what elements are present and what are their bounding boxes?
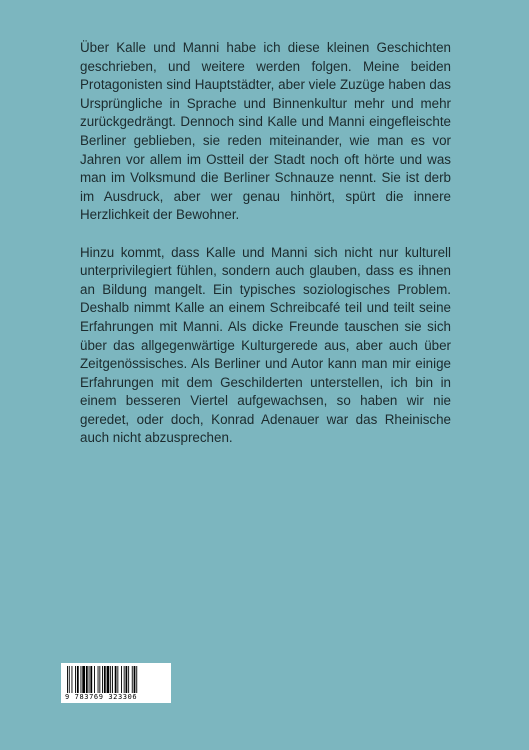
- barcode-bars: [67, 666, 165, 693]
- back-cover-blurb: [80, 39, 451, 467]
- isbn-barcode: [61, 663, 171, 703]
- blurb-paragraph-1: Über Kalle und Manni habe ich diese kleinen Geschichten geschrieben, und weitere werden folgen. Meine beiden Protagonisten sind Hauptstädter, aber viele Zuzüge haben das Ursprüngliche in Sprache und Binnenkultur mehr und mehr zurückgedrängt. Dennoch sind Kalle und Manni eingefleischte Berliner geblieben, sie reden miteinander, wie man es vor Jahren vor allem im Ostteil der Stadt noch oft hörte und was man im Volksmund die Berliner Schnauze nennt. Sie ist derb im Ausdruck, aber wer genau hinhört, spürt die innere Herzlichkeit der Bewohner.: [80, 40, 451, 223]
- blurb-paragraph-2: Hinzu kommt, dass Kalle und Manni sich nicht nur kulturell unterprivilegiert fühlen, sondern auch glauben, dass es ihnen an Bildung mangelt. Ein typisches soziologisches Problem. Deshalb nimmt Kalle an einem Schreibcafé teil und teilt seine Erfahrungen mit Manni. Als dicke Freunde tauschen sie sich über das allgegenwärtige Kulturgerede aus, aber auch über Zeitgenössisches. Als Berliner und Autor kann man mir einige Erfahrungen mit dem Geschilderten unterstellen, ich bin in einem besseren Viertel aufgewachsen, so haben wir nie geredet, oder doch, Konrad Adenauer war das Rheinische auch nicht abzusprechen.: [80, 244, 451, 446]
- barcode-digits: 9 783769 323306: [65, 693, 138, 701]
